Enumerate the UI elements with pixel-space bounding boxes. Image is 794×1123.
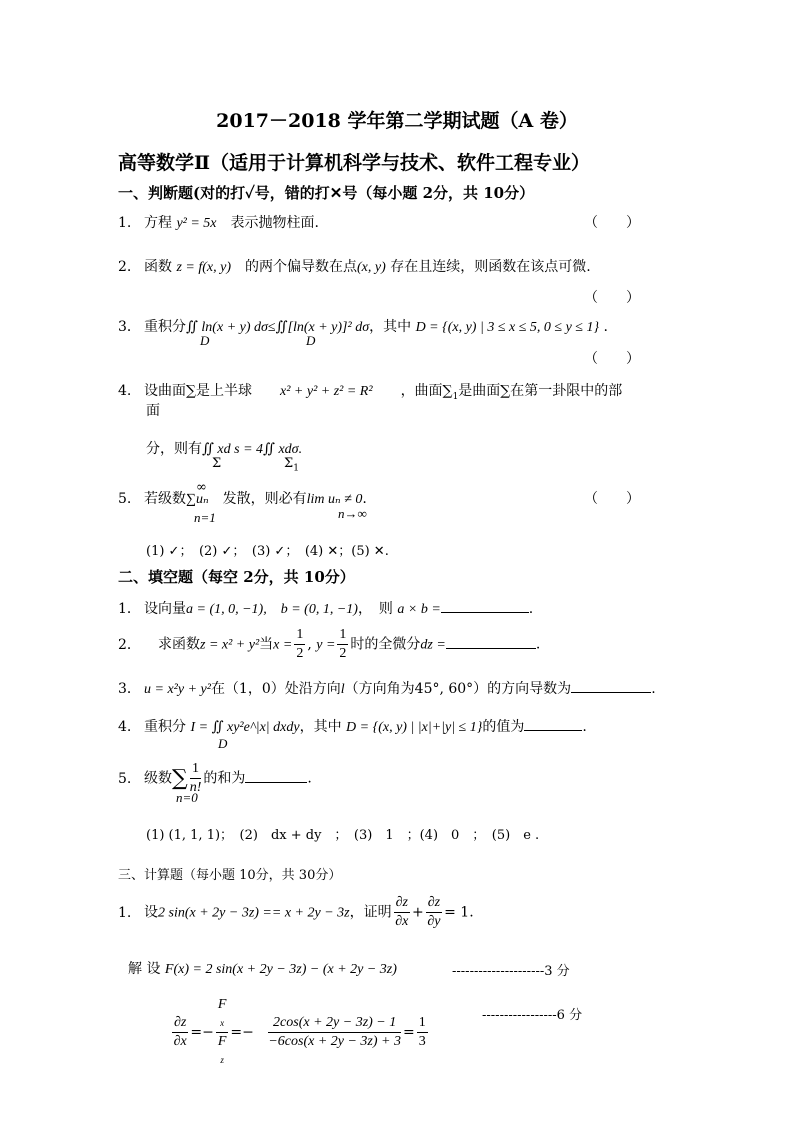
s3-sol-line1: 解 设 F(x) = 2 sin(x + 2y − 3z) − (x + 2y − 3z) — [128, 961, 397, 977]
s1-q1: 1. 方程 y² = 5x 表示抛物柱面. — [118, 215, 319, 231]
s1-q3-domain-sub-a: D — [200, 333, 210, 348]
s1-q3-paren: （ ） — [584, 351, 640, 367]
s1-q1-expr: y² = 5x — [176, 216, 217, 231]
s2-q2-blank[interactable] — [446, 634, 536, 649]
s1-q4: 4. 设曲面∑是上半球 x² + y² + z² = R² ，曲面$\sum_1$是曲面∑在第一卦限中的部 — [118, 383, 623, 402]
s3-sol-score1: ---------------------3 分 — [452, 964, 570, 979]
s2-q5-sum-sub: n=0 — [176, 790, 198, 805]
s1-answers: (1) ✓； (2) ✓； (3) ✓； (4) ✕；(5) ✕. — [146, 544, 389, 559]
s3-sol-line2: $\frac{\partial z}{\partial x}$ =− F x F z =− $\frac{2\cos(x + 2y - 3z) - 1}{-6\cos(x + 2y - 3z) + 3}$ = $\frac{1}{3}$ — [173, 997, 426, 1065]
s1-q4-line2: 面 — [146, 403, 160, 419]
s1-q4-sigma-sub-a: Σ — [212, 456, 222, 471]
s2-answers: (1) (1, 1, 1)； (2) dx + dy ； (3) 1 ；(4) 0 ； (5) e . — [146, 828, 540, 843]
section2-heading: 二、填空题（每空 2分，共 10分） — [118, 568, 355, 586]
s1-q4-sigma-sub-b: $\Sigma_1$ — [284, 456, 299, 474]
s1-q5-sum-top: ∞ — [196, 480, 207, 495]
section3-heading: 三、计算题（每小题 10分，共 30分） — [118, 868, 342, 883]
s1-q2-paren: （ ） — [584, 290, 640, 306]
s1-q5-lim-sub: n→∞ — [338, 506, 367, 521]
page-title: 2017－2018 学年第二学期试题（A 卷） — [216, 110, 578, 132]
s3-sol-score2: -----------------6 分 — [482, 1008, 583, 1023]
s3-q1-frac-zx: $\frac{\partial z}{\partial x}$ — [395, 895, 409, 929]
s2-q4: 4. 重积分 I = ∬ xy²e^|x| dxdy，其中 D = {(x, y) | |x|+|y| ≤ 1}的值为 . — [118, 716, 587, 736]
s2-q1-blank[interactable] — [441, 598, 529, 613]
s2-q3-blank[interactable] — [571, 678, 651, 693]
s1-q5: 5. 若级数∑uₙ 发散，则必有lim uₙ ≠ 0. — [118, 491, 367, 507]
s3-q1-frac-zy: $\frac{\partial z}{\partial y}$ — [427, 895, 441, 929]
s1-q1-paren: （ ） — [584, 215, 640, 231]
s2-q3: 3． u = x²y + y²在（1，0）处沿方向l（方向角为45°, 60°）的方向导数为 . — [118, 678, 656, 698]
s2-q1: 1． 设向量a = (1, 0, −1), b = (0, 1, −1)， 则 a × b = . — [118, 598, 533, 618]
s1-q5-sum-bottom: n=1 — [194, 510, 216, 525]
s2-q4-blank[interactable] — [524, 716, 582, 731]
s2-q2: 2． 求函数z = x² + y²当x = $\frac{1}{2}$ , y = $\frac{1}{2}$ 时的全微分dz = . — [118, 627, 541, 661]
course-subtitle: 高等数学Ⅱ（适用于计算机科学与技术、软件工程专业） — [118, 152, 591, 174]
s1-q4-line3: 分，则有∬ xd s = 4∬ xdσ. — [146, 441, 303, 457]
s1-q3: 3． 重积分∬ ln(x + y) dσ≤∬[ln(x + y)]² dσ，其中 D = {(x, y) | 3 ≤ x ≤ 5, 0 ≤ y ≤ 1} . — [118, 319, 608, 335]
s3-q1: 1. 设2 sin(x + 2y − 3z) == x + 2y − 3z，证明 $\frac{\partial z}{\partial x}$ + $\frac{\partial z}{\partial y}$ = 1. — [118, 895, 474, 929]
s2-q5-blank[interactable] — [245, 768, 307, 783]
s2-q4-domain-sub: D — [218, 736, 228, 751]
s2-q5: 5. 级数∑ $\frac{1}{n!}$ 的和为 . — [118, 761, 312, 795]
s1-q3-domain-sub-b: D — [306, 333, 316, 348]
section1-heading: 一、判断题(对的打✓号，错的打✕号（每小题 2分，共 10分） — [118, 184, 535, 202]
s1-q5-paren: （ ） — [584, 491, 640, 507]
s1-q2: 2. 函数 z = f(x, y) 的两个偏导数在点(x, y) 存在且连续，则函数在该点可微. — [118, 259, 591, 275]
